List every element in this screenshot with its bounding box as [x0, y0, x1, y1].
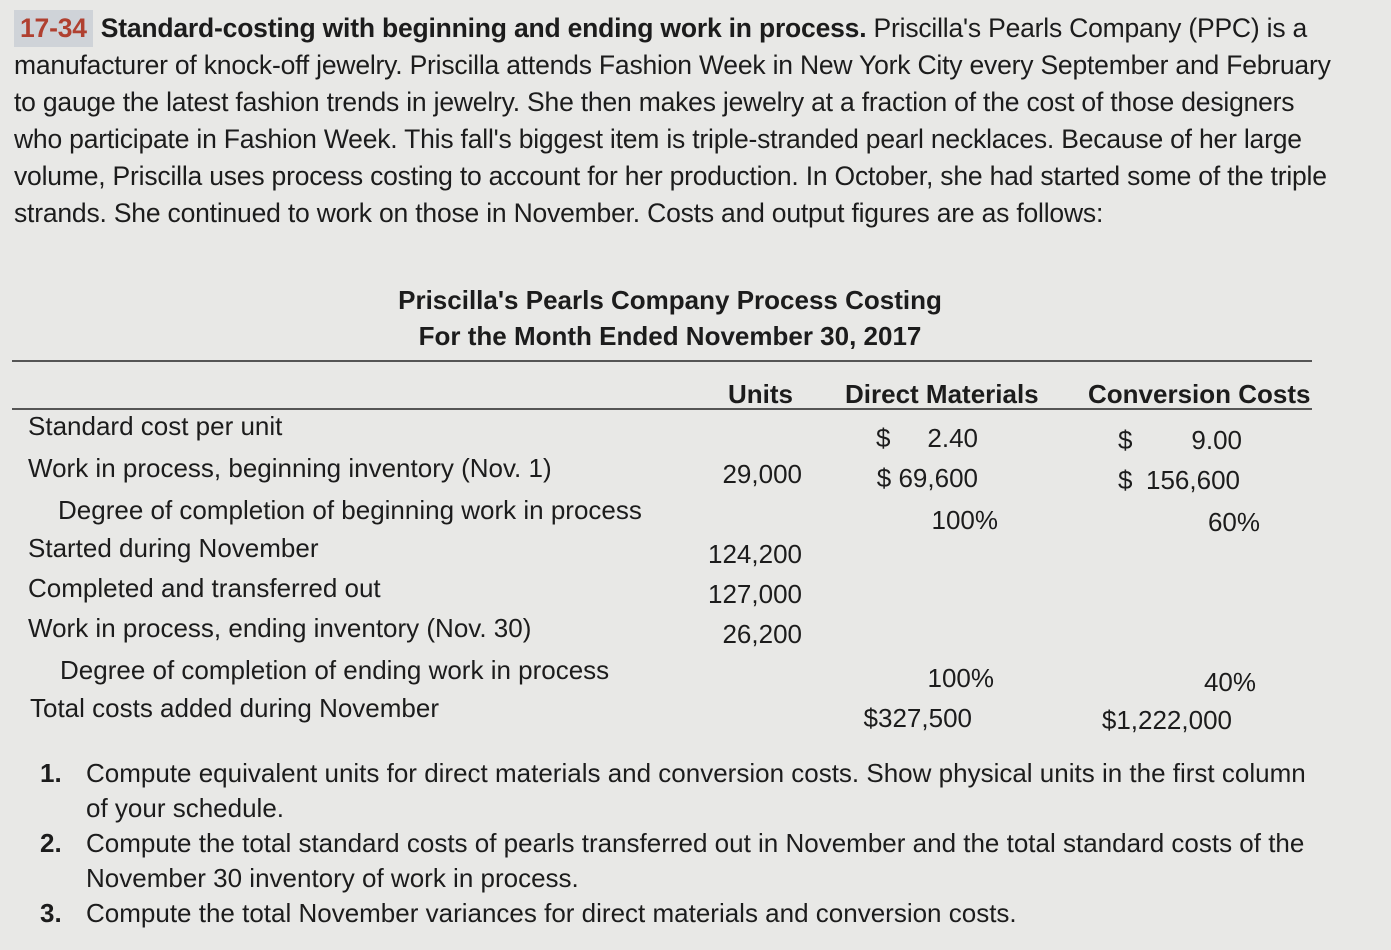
- header-units: Units: [728, 379, 793, 409]
- question-text: Compute equivalent units for direct materials and conversion costs. Show physical units in the first column of your schedule.: [86, 758, 1306, 823]
- problem-number: 17-34: [14, 10, 93, 47]
- question-text: Compute the total November variances for direct materials and conversion costs.: [86, 898, 1017, 928]
- row-label-total-costs: Total costs added during November: [30, 693, 440, 723]
- row-label-ending-wip: Work in process, ending inventory (Nov. 30): [28, 613, 532, 643]
- total-costs-cc: $1,222,000: [1101, 705, 1232, 735]
- list-item: [40, 756, 1310, 826]
- beginning-completion-cc: 60%: [1207, 507, 1260, 537]
- row-label-beginning-wip: Work in process, beginning inventory (Nov. 1): [28, 453, 552, 483]
- row-label-started: Started during November: [28, 533, 319, 563]
- row-label-ending-completion: Degree of completion of ending work in process: [60, 655, 610, 685]
- list-item: [40, 826, 1310, 896]
- cc-standard-cost: 9.00: [1191, 425, 1242, 455]
- question-list: [40, 756, 1310, 931]
- row-label-completed: Completed and transferred out: [28, 573, 381, 603]
- beginning-completion-dm: 100%: [931, 505, 998, 535]
- cc-dollar-sign: $: [1118, 465, 1133, 495]
- ending-completion-dm: 100%: [927, 663, 994, 693]
- dm-dollar-sign: $: [876, 423, 891, 453]
- question-text: Compute the total standard costs of pearls transferred out in November and the total standard costs of the November 30 inventory of work in process.: [86, 828, 1305, 893]
- total-costs-dm: $327,500: [863, 703, 972, 733]
- table-title: Priscilla's Pearls Company Process Costing: [398, 285, 942, 315]
- table-top-rule: [12, 360, 1312, 362]
- question-number: 2.: [40, 828, 62, 858]
- completed-units: 127,000: [708, 579, 802, 609]
- dm-standard-cost: 2.40: [927, 423, 978, 453]
- row-label-standard-cost: Standard cost per unit: [28, 411, 283, 441]
- problem-intro: [14, 10, 1334, 232]
- question-number: 1.: [40, 758, 62, 788]
- header-direct-materials: Direct Materials: [845, 379, 1039, 409]
- table-subtitle: For the Month Ended November 30, 2017: [418, 321, 922, 351]
- question-number: 3.: [40, 898, 62, 928]
- header-conversion-costs: Conversion Costs: [1088, 379, 1311, 409]
- beginning-wip-dm: $ 69,600: [876, 463, 978, 493]
- beginning-wip-cc: 156,600: [1146, 465, 1240, 495]
- ending-completion-cc: 40%: [1203, 667, 1256, 697]
- cc-dollar-sign: $: [1118, 425, 1133, 455]
- problem-title: Standard-costing with beginning and ending work in process.: [100, 13, 867, 43]
- started-units: 124,200: [708, 539, 802, 569]
- row-label-beginning-completion: Degree of completion of beginning work in process: [58, 495, 642, 525]
- ending-wip-units: 26,200: [722, 619, 802, 649]
- list-item: [40, 896, 1310, 931]
- beginning-wip-units: 29,000: [722, 459, 802, 489]
- problem-text: Priscilla's Pearls Company (PPC) is a manufacturer of knock-off jewelry. Priscilla attends Fashion Week in New York City every September and February to gauge the latest fashion trends in jewelry. She then makes jewelry at a fraction of the cost of those designers who participate in Fashion Week. This fall's biggest item is triple-stranded pearl necklaces. Because of her large volume, Priscilla uses process costing to account for her production. In October, she had started some of the triple strands. She continued to work on those in November. Costs and output figures are as follows:: [14, 13, 1331, 228]
